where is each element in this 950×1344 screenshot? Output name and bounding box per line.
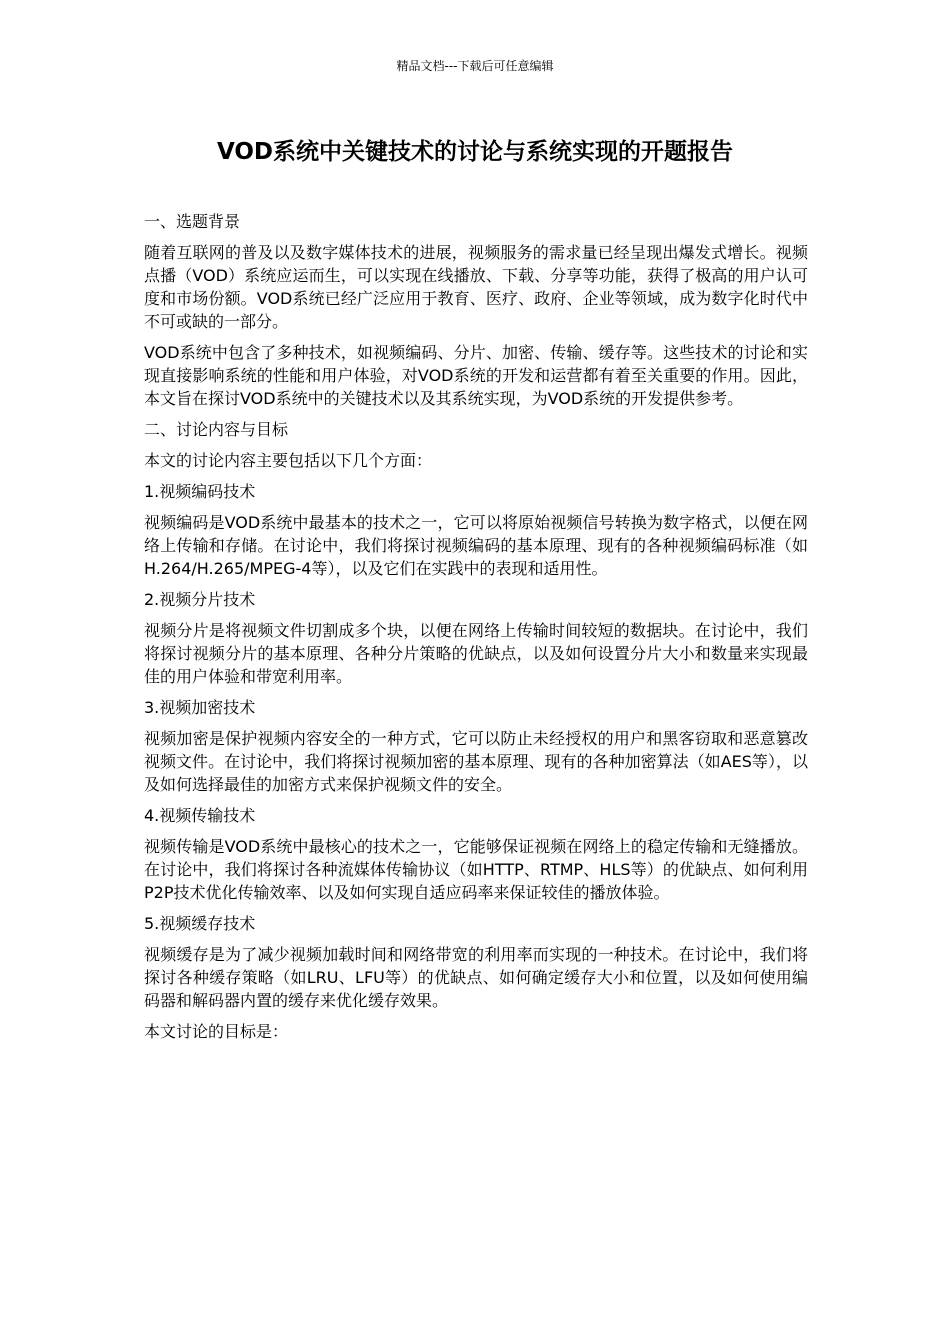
section-heading-background: 一、选题背景	[144, 212, 241, 231]
subheading-video-encryption: 3.视频加密技术	[144, 698, 256, 717]
paragraph-goals-intro: 本文讨论的目标是：	[144, 1022, 289, 1041]
subheading-video-encoding: 1.视频编码技术	[144, 482, 256, 501]
document-title: VOD系统中关键技术的讨论与系统实现的开题报告	[216, 139, 734, 165]
paragraph-video-encoding: 视频编码是VOD系统中最基本的技术之一，它可以将原始视频信号转换为数字格式，以便在网络上传输和存储。在讨论中，我们将探讨视频编码的基本原理、现有的各种视频编码标准（如H.264/H.265/MPEG-4等），以及它们在实践中的表现和适用性。	[144, 513, 808, 578]
paragraph-background-1: 随着互联网的普及以及数字媒体技术的进展，视频服务的需求量已经呈现出爆发式增长。视频点播（VOD）系统应运而生，可以实现在线播放、下载、分享等功能，获得了极高的用户认可度和市场份额。VOD系统已经广泛应用于教育、医疗、政府、企业等领域，成为数字化时代中不可或缺的一部分。	[144, 243, 808, 331]
paragraph-video-segmentation: 视频分片是将视频文件切割成多个块，以便在网络上传输时间较短的数据块。在讨论中，我们将探讨视频分片的基本原理、各种分片策略的优缺点，以及如何设置分片大小和数量来实现最佳的用户体验和带宽利用率。	[144, 621, 808, 686]
paragraph-video-caching: 视频缓存是为了减少视频加载时间和网络带宽的利用率而实现的一种技术。在讨论中，我们将探讨各种缓存策略（如LRU、LFU等）的优缺点、如何确定缓存大小和位置，以及如何使用编码器和解码器内置的缓存来优化缓存效果。	[144, 945, 808, 1010]
document-body	[144, 210, 808, 1051]
section-heading-content-goals: 二、讨论内容与目标	[144, 420, 289, 439]
subheading-video-segmentation: 2.视频分片技术	[144, 590, 256, 609]
subheading-video-caching: 5.视频缓存技术	[144, 914, 256, 933]
paragraph-video-transmission: 视频传输是VOD系统中最核心的技术之一，它能够保证视频在网络上的稳定传输和无缝播放。在讨论中，我们将探讨各种流媒体传输协议（如HTTP、RTMP、HLS等）的优缺点、如何利用P2P技术优化传输效率、以及如何实现自适应码率来保证较佳的播放体验。	[144, 837, 808, 902]
paragraph-content-intro: 本文的讨论内容主要包括以下几个方面：	[144, 451, 433, 470]
header-note: 精品文档---下载后可任意编辑	[396, 59, 554, 73]
paragraph-background-2: VOD系统中包含了多种技术，如视频编码、分片、加密、传输、缓存等。这些技术的讨论和实现直接影响系统的性能和用户体验，对VOD系统的开发和运营都有着至关重要的作用。因此，本文旨在探讨VOD系统中的关键技术以及其系统实现，为VOD系统的开发提供参考。	[144, 343, 808, 408]
subheading-video-transmission: 4.视频传输技术	[144, 806, 256, 825]
paragraph-video-encryption: 视频加密是保护视频内容安全的一种方式，它可以防止未经授权的用户和黑客窃取和恶意篡改视频文件。在讨论中，我们将探讨视频加密的基本原理、现有的各种加密算法（如AES等），以及如何选择最佳的加密方式来保护视频文件的安全。	[144, 729, 808, 794]
